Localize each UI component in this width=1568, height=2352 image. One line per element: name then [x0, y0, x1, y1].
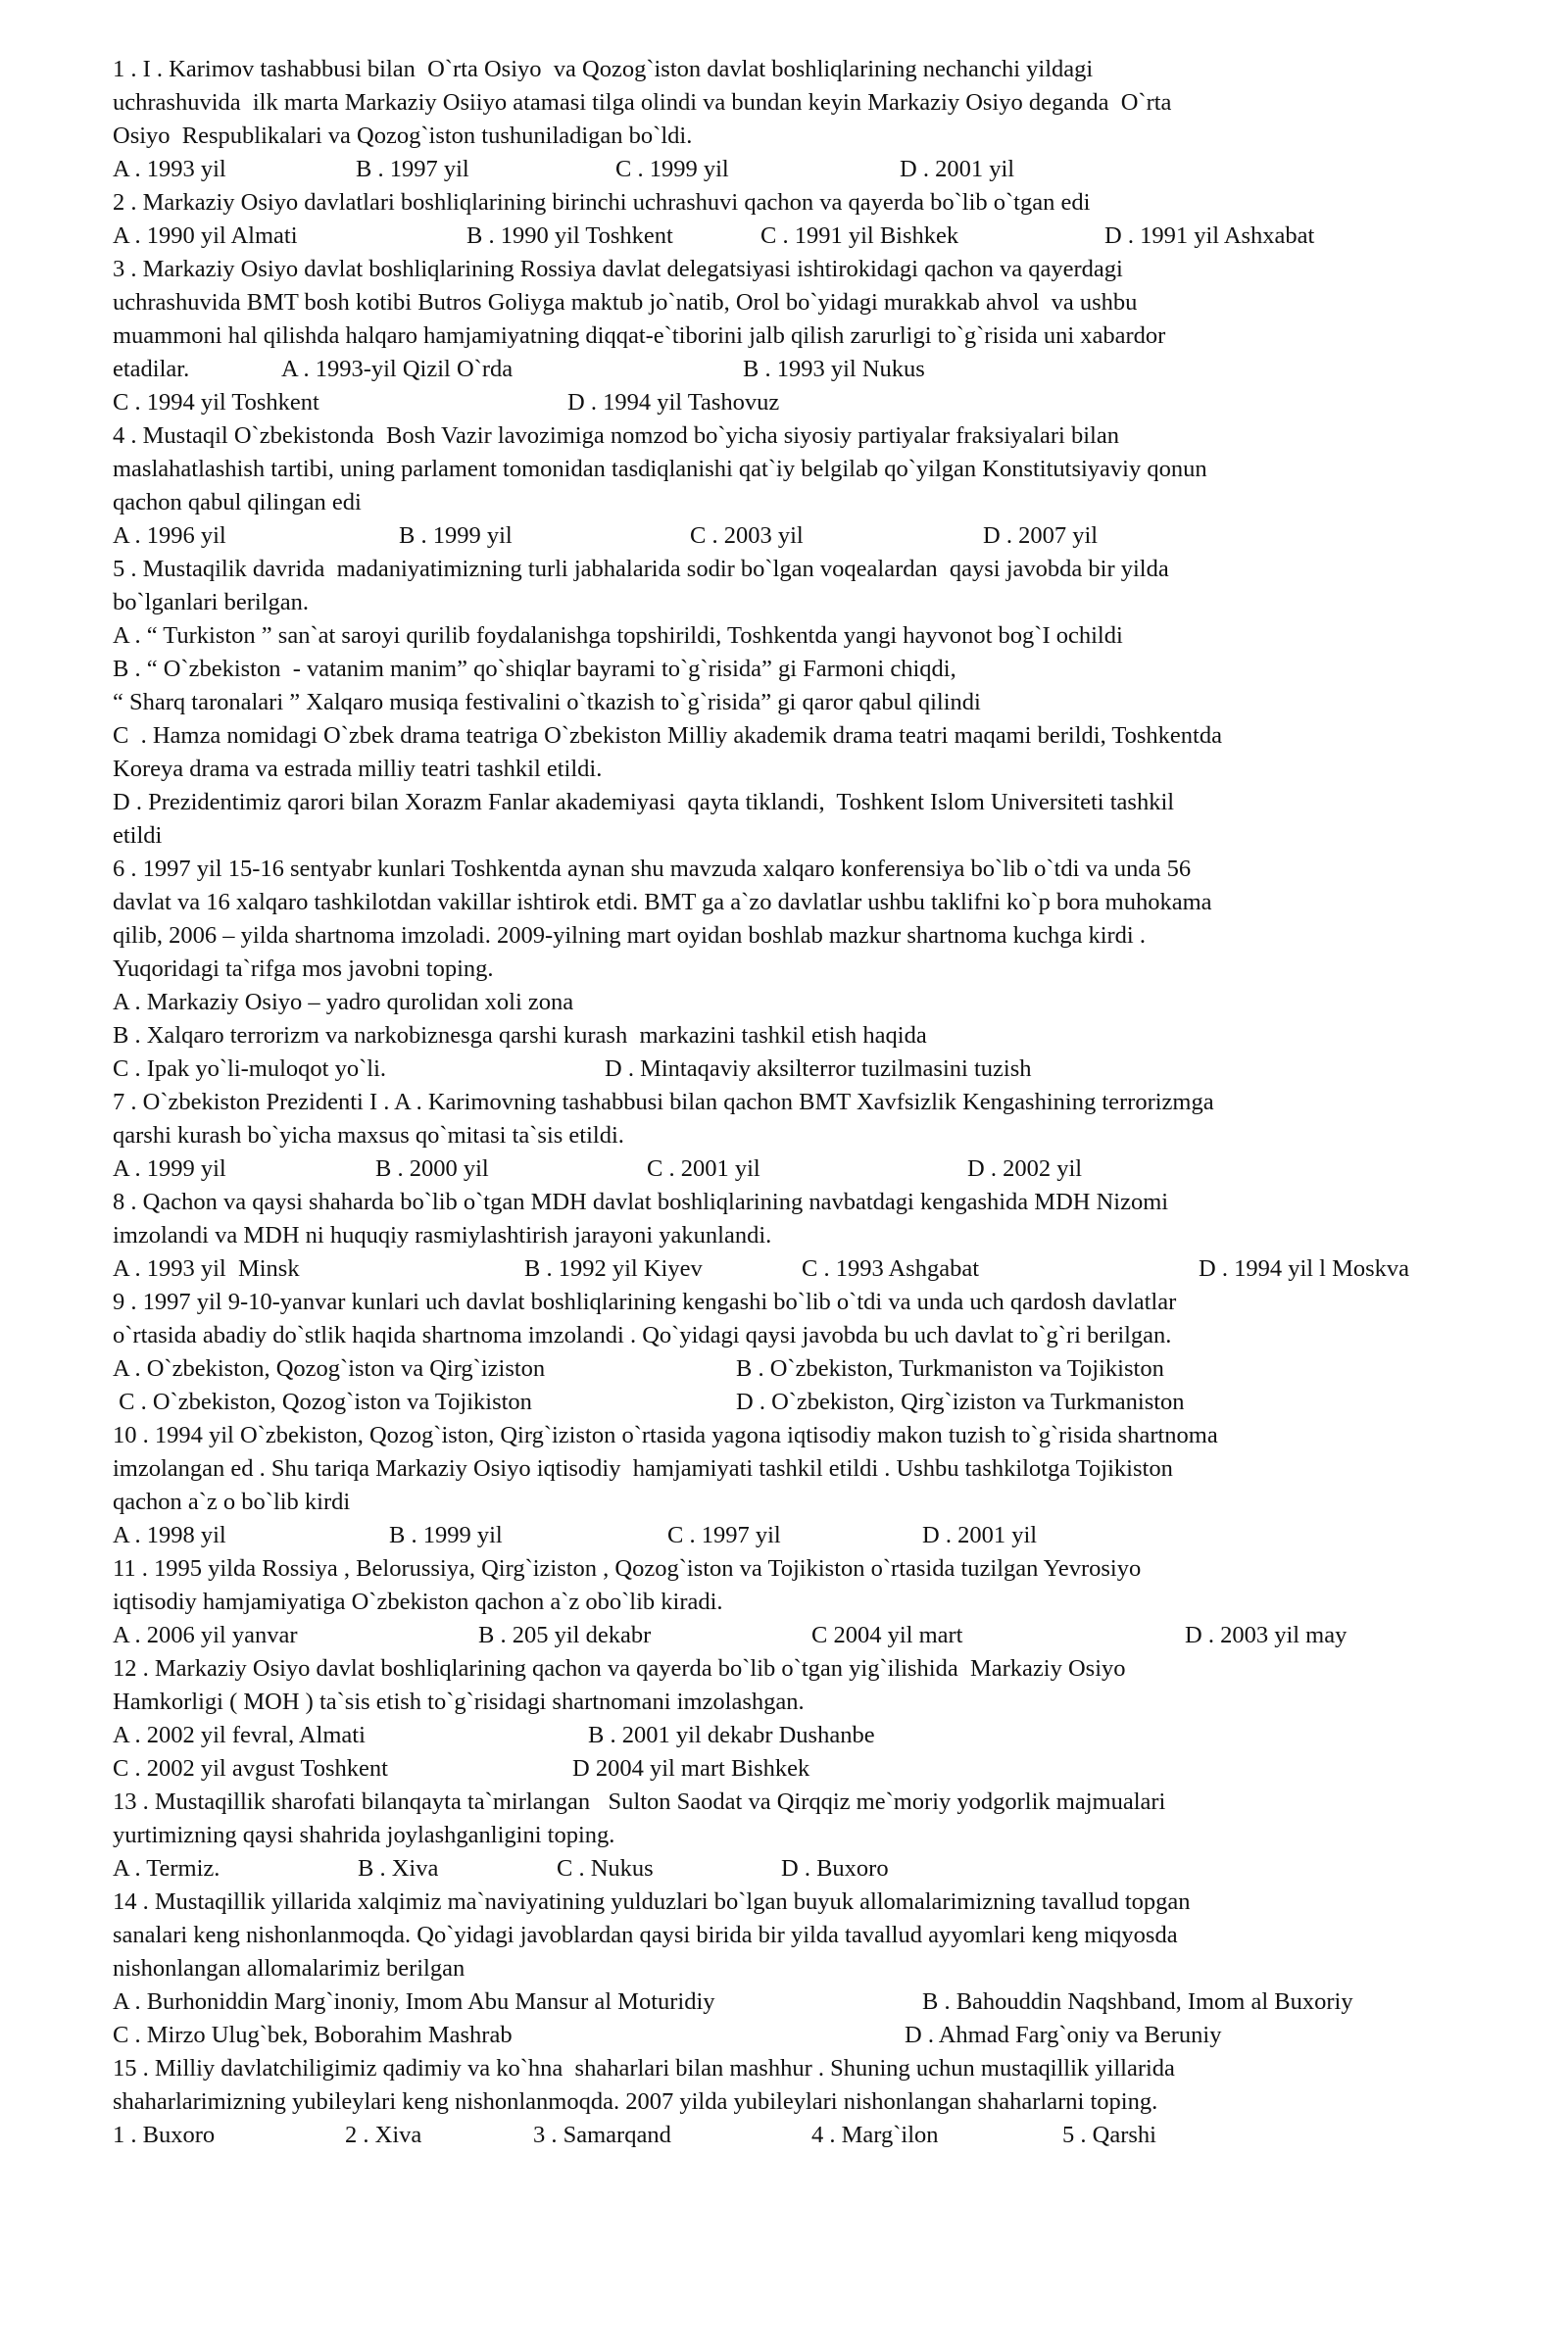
question-11-line-1: 11 . 1995 yilda Rossiya , Belorussiya, Qirg`iziston , Qozog`iston va Tojikiston o`rtasida tuzilgan Yevrosiyo: [113, 1555, 1142, 1582]
question-7-option-c: C . 2001 yil: [647, 1155, 760, 1182]
question-8-option-d: D . 1994 yil l Moskva: [1199, 1255, 1410, 1282]
question-6-line-1: 6 . 1997 yil 15-16 sentyabr kunlari Toshkentda aynan shu mavzuda xalqaro konferensiya bo`lib o`tdi va unda 56: [113, 856, 1192, 882]
question-5-option-b-line-2: “ Sharq taronalari ” Xalqaro musiqa festivalini o`tkazish to`g`risida” gi qaror qabul qilindi: [113, 689, 981, 715]
question-15-option-5: 5 . Qarshi: [1062, 2122, 1156, 2148]
question-3-option-d: D . 1994 yil Tashovuz: [567, 389, 780, 416]
question-9-line-2: o`rtasida abadiy do`stlik haqida shartnoma imzolandi . Qo`yidagi qaysi javobda bu uch davlat to`g`ri berilgan.: [113, 1322, 1172, 1348]
question-2-options: [113, 220, 1465, 253]
question-6-option-d: D . Mintaqaviy aksilterror tuzilmasini tuzish: [605, 1055, 1032, 1082]
question-2-option-a: A . 1990 yil Almati: [113, 222, 298, 249]
question-5-option-b-line-1: B . “ O`zbekiston - vatanim manim” qo`shiqlar bayrami to`g`risida” gi Farmoni chiqdi,: [113, 656, 956, 682]
question-3-options-row-2: [113, 386, 1465, 419]
question-3-line-3: muammoni hal qilishda halqaro hamjamiyatning diqqat-e`tiborini jalb qilish zarurligi to`g`risida uni xabardor: [113, 322, 1166, 349]
question-5-option-d-line-1: D . Prezidentimiz qarori bilan Xorazm Fanlar akademiyasi qayta tiklandi, Toshkent Islom Universiteti tashkil: [113, 789, 1175, 815]
question-13-option-d: D . Buxoro: [781, 1855, 889, 1882]
question-2-option-b: B . 1990 yil Toshkent: [466, 222, 673, 249]
question-10-options: [113, 1519, 1465, 1552]
question-12-options-ab: [113, 1719, 1465, 1752]
question-6-option-c: C . Ipak yo`li-muloqot yo`li.: [113, 1055, 386, 1082]
question-4-line-1: 4 . Mustaqil O`zbekistonda Bosh Vazir lavozimiga nomzod bo`yicha siyosiy partiyalar fraksiyalari bilan: [113, 422, 1119, 449]
question-14-options-cd: [113, 2019, 1465, 2052]
question-14-option-d: D . Ahmad Farg`oniy va Beruniy: [905, 2022, 1222, 2048]
question-13-option-b: B . Xiva: [358, 1855, 439, 1882]
question-1-option-d: D . 2001 yil: [900, 156, 1015, 182]
question-10-option-c: C . 1997 yil: [667, 1522, 781, 1548]
question-2-option-d: D . 1991 yil Ashxabat: [1104, 222, 1315, 249]
question-5-option-c-line-1: C . Hamza nomidagi O`zbek drama teatriga O`zbekiston Milliy akademik drama teatri maqami berildi, Toshkentda: [113, 722, 1222, 749]
question-14-line-2: sanalari keng nishonlanmoqda. Qo`yidagi javoblardan qaysi birida bir yilda tavallud ayyomlari keng miqyosda: [113, 1922, 1178, 1948]
question-7-line-2: qarshi kurash bo`yicha maxsus qo`mitasi ta`sis etildi.: [113, 1122, 624, 1149]
question-5-option-d-line-2: etildi: [113, 822, 163, 849]
question-5-line-2: bo`lganlari berilgan.: [113, 589, 310, 615]
question-8-line-2: imzolandi va MDH ni huquqiy rasmiylashtirish jarayoni yakunlandi.: [113, 1222, 772, 1249]
question-10-option-b: B . 1999 yil: [389, 1522, 503, 1548]
question-14-option-c: C . Mirzo Ulug`bek, Boborahim Mashrab: [113, 2022, 513, 2048]
question-3-line-2: uchrashuvida BMT bosh kotibi Butros Goliyga maktub jo`natib, Orol bo`yidagi murakkab ahvol va ushbu: [113, 289, 1138, 316]
question-12-line-1: 12 . Markaziy Osiyo davlat boshliqlarining qachon va qayerda bo`lib o`tgan yig`ilishida Markaziy Osiyo: [113, 1655, 1126, 1682]
question-11-line-2: iqtisodiy hamjamiyatiga O`zbekiston qachon a`z obo`lib kiradi.: [113, 1589, 723, 1615]
question-4-line-3: qachon qabul qilingan edi: [113, 489, 362, 515]
question-12-line-2: Hamkorligi ( MOH ) ta`sis etish to`g`risidagi shartnomani imzolashgan.: [113, 1689, 805, 1715]
question-10-option-a: A . 1998 yil: [113, 1522, 226, 1548]
question-3-option-a: A . 1993-yil Qizil O`rda: [281, 356, 514, 382]
question-8-option-b: B . 1992 yil Kiyev: [524, 1255, 703, 1282]
question-15-options: [113, 2119, 1465, 2152]
question-8-option-a: A . 1993 yil Minsk: [113, 1255, 300, 1282]
question-9-options-cd: [113, 1386, 1465, 1419]
question-14-line-3: nishonlangan allomalarimiz berilgan: [113, 1955, 466, 1982]
question-4-options: [113, 519, 1465, 553]
question-5-option-c-line-2: Koreya drama va estrada milliy teatri tashkil etildi.: [113, 756, 603, 782]
question-6-line-3: qilib, 2006 – yilda shartnoma imzoladi. 2009-yilning mart oyidan boshlab mazkur shartnoma kuchga kirdi .: [113, 922, 1146, 949]
question-10-line-2: imzolangan ed . Shu tariqa Markaziy Osiyo iqtisodiy hamjamiyati tashkil etildi . Ushbu tashkilotga Tojikiston: [113, 1455, 1173, 1482]
question-12-option-d: D 2004 yil mart Bishkek: [572, 1755, 810, 1782]
question-15-option-3: 3 . Samarqand: [533, 2122, 671, 2148]
question-6-option-b: B . Xalqaro terrorizm va narkobiznesga qarshi kurash markazini tashkil etish haqida: [113, 1022, 927, 1049]
question-3-line-4: etadilar.: [113, 356, 190, 382]
question-4-option-a: A . 1996 yil: [113, 522, 226, 549]
question-15-line-2: shaharlarimizning yubileylari keng nishonlanmoqda. 2007 yilda yubileylari nishonlangan shaharlarni toping.: [113, 2088, 1158, 2115]
question-4-option-d: D . 2007 yil: [983, 522, 1099, 549]
question-13-option-a: A . Termiz.: [113, 1855, 220, 1882]
question-2-option-c: C . 1991 yil Bishkek: [760, 222, 959, 249]
question-10-line-1: 10 . 1994 yil O`zbekiston, Qozog`iston, Qirg`iziston o`rtasida yagona iqtisodiy makon tuzish to`g`risida shartnoma: [113, 1422, 1218, 1448]
question-4-option-b: B . 1999 yil: [399, 522, 513, 549]
question-14-option-a: A . Burhoniddin Marg`inoniy, Imom Abu Mansur al Moturidiy: [113, 1988, 715, 2015]
question-9-option-d: D . O`zbekiston, Qirg`iziston va Turkmaniston: [736, 1389, 1185, 1415]
question-3-options-row-1: [113, 353, 1465, 386]
question-4-line-2: maslahatlashish tartibi, uning parlament tomonidan tasdiqlanishi qat`iy belgilab qo`yilgan Konstitutsiyaviy qonun: [113, 456, 1207, 482]
question-11-options: [113, 1619, 1465, 1652]
question-1-options: [113, 153, 1465, 186]
question-13-line-1: 13 . Mustaqillik sharofati bilanqayta ta`mirlangan Sulton Saodat va Qirqqiz me`moriy yodgorlik majmualari: [113, 1788, 1166, 1815]
question-4-option-c: C . 2003 yil: [690, 522, 804, 549]
question-1-line-1: 1 . I . Karimov tashabbusi bilan O`rta Osiyo va Qozog`iston davlat boshliqlarining nechanchi yildagi: [113, 56, 1094, 82]
question-9-option-a: A . O`zbekiston, Qozog`iston va Qirg`iziston: [113, 1355, 546, 1382]
question-2-line-1: 2 . Markaziy Osiyo davlatlari boshliqlarining birinchi uchrashuvi qachon va qayerda bo`lib o`tgan edi: [113, 189, 1091, 216]
question-7-option-b: B . 2000 yil: [375, 1155, 489, 1182]
question-11-option-b: B . 205 yil dekabr: [478, 1622, 652, 1648]
question-13-option-c: C . Nukus: [557, 1855, 654, 1882]
question-7-options: [113, 1152, 1465, 1186]
document-page: [113, 53, 1465, 2152]
question-15-line-1: 15 . Milliy davlatchiligimiz qadimiy va ko`hna shaharlari bilan mashhur . Shuning uchun mustaqillik yillarida: [113, 2055, 1175, 2082]
question-10-line-3: qachon a`z o bo`lib kirdi: [113, 1489, 351, 1515]
question-14-line-1: 14 . Mustaqillik yillarida xalqimiz ma`naviyatining yulduzlari bo`lgan buyuk allomalarimizning tavallud topgan: [113, 1888, 1191, 1915]
question-1-option-a: A . 1993 yil: [113, 156, 226, 182]
question-9-option-c: C . O`zbekiston, Qozog`iston va Tojikiston: [113, 1389, 532, 1415]
question-13-line-2: yurtimizning qaysi shahrida joylashganligini toping.: [113, 1822, 615, 1848]
question-12-options-cd: [113, 1752, 1465, 1786]
question-11-option-c: C 2004 yil mart: [811, 1622, 963, 1648]
question-12-option-b: B . 2001 yil dekabr Dushanbe: [588, 1722, 875, 1748]
question-9-line-1: 9 . 1997 yil 9-10-yanvar kunlari uch davlat boshliqlarining kengashi bo`lib o`tdi va unda uch qardosh davlatlar: [113, 1289, 1177, 1315]
question-6-option-a: A . Markaziy Osiyo – yadro qurolidan xoli zona: [113, 989, 574, 1015]
question-8-line-1: 8 . Qachon va qaysi shaharda bo`lib o`tgan MDH davlat boshliqlarining navbatdagi kengashida MDH Nizomi: [113, 1189, 1169, 1215]
question-6-line-2: davlat va 16 xalqaro tashkilotdan vakillar ishtirok etdi. BMT ga a`zo davlatlar ushbu taklifni ko`p bora muhokama: [113, 889, 1212, 915]
question-12-option-c: C . 2002 yil avgust Toshkent: [113, 1755, 388, 1782]
question-1-line-3: Osiyo Respublikalari va Qozog`iston tushuniladigan bo`ldi.: [113, 122, 693, 149]
question-1-line-2: uchrashuvida ilk marta Markaziy Osiiyo atamasi tilga olindi va bundan keyin Markaziy Osiyo deganda O`rta: [113, 89, 1172, 116]
question-12-option-a: A . 2002 yil fevral, Almati: [113, 1722, 366, 1748]
question-15-option-2: 2 . Xiva: [345, 2122, 422, 2148]
question-3-option-c: C . 1994 yil Toshkent: [113, 389, 319, 416]
question-10-option-d: D . 2001 yil: [922, 1522, 1038, 1548]
question-7-line-1: 7 . O`zbekiston Prezidenti I . A . Karimovning tashabbusi bilan qachon BMT Xavfsizlik Kengashining terrorizmga: [113, 1089, 1214, 1115]
question-9-options-ab: [113, 1352, 1465, 1386]
question-5-option-a: A . “ Turkiston ” san`at saroyi qurilib foydalanishga topshirildi, Toshkentda yangi hayvonot bog`I ochildi: [113, 622, 1123, 649]
question-6-options-cd: [113, 1053, 1465, 1086]
question-5-line-1: 5 . Mustaqilik davrida madaniyatimizning turli jabhalarida sodir bo`lgan voqealardan qaysi javobda bir yilda: [113, 556, 1169, 582]
question-13-options: [113, 1852, 1465, 1886]
question-15-option-4: 4 . Marg`ilon: [811, 2122, 939, 2148]
question-8-option-c: C . 1993 Ashgabat: [802, 1255, 980, 1282]
question-3-option-b: B . 1993 yil Nukus: [743, 356, 925, 382]
question-7-option-d: D . 2002 yil: [967, 1155, 1083, 1182]
question-9-option-b: B . O`zbekiston, Turkmaniston va Tojikiston: [736, 1355, 1164, 1382]
question-11-option-a: A . 2006 yil yanvar: [113, 1622, 298, 1648]
question-11-option-d: D . 2003 yil may: [1185, 1622, 1348, 1648]
question-14-options-ab: [113, 1985, 1465, 2019]
question-3-line-1: 3 . Markaziy Osiyo davlat boshliqlarining Rossiya davlat delegatsiyasi ishtirokidagi qachon va qayerdagi: [113, 256, 1123, 282]
question-8-options: [113, 1252, 1465, 1286]
question-15-option-1: 1 . Buxoro: [113, 2122, 216, 2148]
question-1-option-b: B . 1997 yil: [356, 156, 469, 182]
question-14-option-b: B . Bahouddin Naqshband, Imom al Buxoriy: [922, 1988, 1353, 2015]
question-6-line-4: Yuqoridagi ta`rifga mos javobni toping.: [113, 956, 494, 982]
question-7-option-a: A . 1999 yil: [113, 1155, 226, 1182]
question-1-option-c: C . 1999 yil: [615, 156, 729, 182]
